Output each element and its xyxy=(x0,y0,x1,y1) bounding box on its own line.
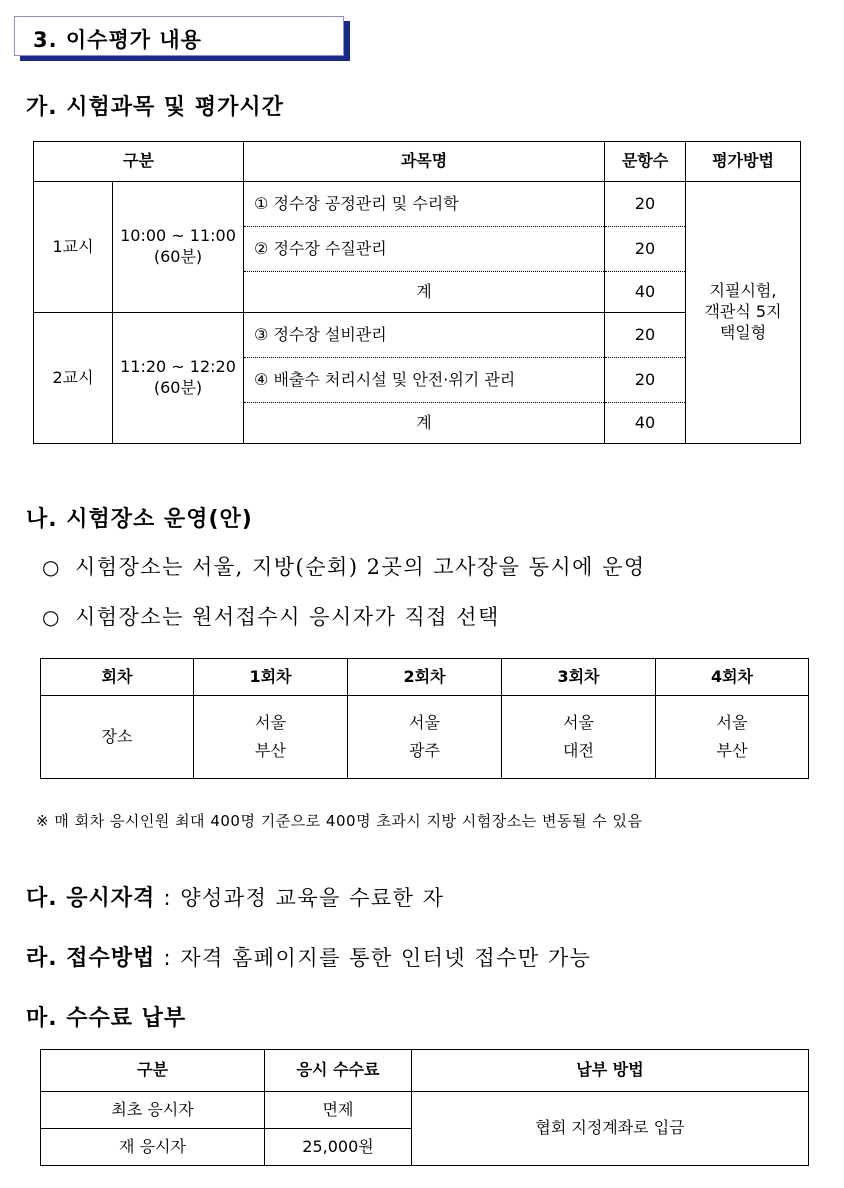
fee-header-fee: 응시 수수료 xyxy=(265,1050,412,1092)
fee-heading: 마. 수수료 납부 xyxy=(26,1006,187,1031)
venue-cell xyxy=(348,696,502,779)
session1-total: 40 xyxy=(605,272,686,313)
venue-city: 서울 xyxy=(563,713,594,732)
venue-bullet xyxy=(42,601,500,631)
method-line2: 객관식 5지 xyxy=(704,302,782,322)
eligibility-sep: : xyxy=(155,886,181,910)
venue-header-round: 회차 xyxy=(41,659,194,696)
header-method: 평가방법 xyxy=(686,142,801,182)
venue-cell xyxy=(194,696,348,779)
evaluation-method xyxy=(686,182,801,444)
section-header xyxy=(14,16,344,56)
application-text: 자격 홈페이지를 통한 인터넷 접수만 가능 xyxy=(180,946,592,970)
session2-duration: (60분) xyxy=(153,378,203,397)
fee-table xyxy=(40,1049,809,1166)
subject-count: 20 xyxy=(605,182,686,227)
method-line1: 지필시험, xyxy=(709,281,777,301)
session1-time xyxy=(113,182,244,313)
session1-time-range: 10:00 ~ 11:00 xyxy=(120,226,236,246)
venue-note: ※ 매 회차 응시인원 최대 400명 기준으로 400명 초과시 지방 시험장소는 변동될 수 있음 xyxy=(36,812,643,830)
subject-count: 20 xyxy=(605,227,686,272)
exam-venue-heading: 나. 시험장소 운영(안) xyxy=(26,507,253,532)
exam-subjects-heading: 가. 시험과목 및 평가시간 xyxy=(26,95,284,120)
venue-city: 부산 xyxy=(716,741,748,760)
venue-row-label: 장소 xyxy=(41,696,194,779)
venue-cell xyxy=(656,696,809,779)
method-line3: 택일형 xyxy=(719,322,767,342)
venue-header-1: 1회차 xyxy=(194,659,348,696)
venue-city: 서울 xyxy=(255,713,286,732)
session1-total-label: 계 xyxy=(244,272,605,313)
session1-label: 1교시 xyxy=(34,182,113,313)
bullet-mark: ○ xyxy=(42,605,61,629)
subject-count: 20 xyxy=(605,313,686,358)
session2-label: 2교시 xyxy=(34,313,113,444)
subject-count: 20 xyxy=(605,358,686,403)
venue-city: 서울 xyxy=(716,713,748,732)
venue-city: 광주 xyxy=(409,741,440,760)
bullet-mark: ○ xyxy=(42,555,61,579)
session1-duration: (60분) xyxy=(153,247,203,266)
bullet-text: 시험장소는 원서접수시 응시자가 직접 선택 xyxy=(74,605,500,629)
fee-header-method: 납부 방법 xyxy=(412,1050,809,1092)
venue-header-4: 4회차 xyxy=(656,659,809,696)
session2-total-label: 계 xyxy=(244,403,605,444)
eligibility-label: 다. 응시자격 xyxy=(26,886,156,911)
subject-row: ③ 정수장 설비관리 xyxy=(244,313,605,358)
application-label: 라. 접수방법 xyxy=(26,946,156,971)
exam-subjects-table xyxy=(33,141,801,444)
fee-payment-method: 협회 지정계좌로 입금 xyxy=(412,1092,809,1166)
header-subject: 과목명 xyxy=(244,142,605,182)
application-sep: : xyxy=(155,946,181,970)
fee-row-amount: 면제 xyxy=(265,1092,412,1129)
fee-row-amount: 25,000원 xyxy=(265,1129,412,1166)
header-division: 구분 xyxy=(34,142,244,182)
subject-row: ② 정수장 수질관리 xyxy=(244,227,605,272)
venue-city: 서울 xyxy=(409,713,440,732)
fee-row-type: 최초 응시자 xyxy=(41,1092,265,1129)
session2-time xyxy=(113,313,244,444)
session2-time-range: 11:20 ~ 12:20 xyxy=(120,357,236,377)
venue-header-2: 2회차 xyxy=(348,659,502,696)
fee-row-type: 재 응시자 xyxy=(41,1129,265,1166)
header-count: 문항수 xyxy=(605,142,686,182)
exam-venue-table xyxy=(40,658,809,779)
session2-total: 40 xyxy=(605,403,686,444)
venue-header-3: 3회차 xyxy=(502,659,656,696)
venue-city: 대전 xyxy=(563,741,594,760)
section-title: 3. 이수평가 내용 xyxy=(33,28,202,52)
subject-row: ④ 배출수 처리시설 및 안전·위기 관리 xyxy=(244,358,605,403)
bullet-text: 시험장소는 서울, 지방(순회) 2곳의 고사장을 동시에 운영 xyxy=(74,555,646,579)
fee-header-division: 구분 xyxy=(41,1050,265,1092)
venue-bullet xyxy=(42,551,646,581)
venue-cell xyxy=(502,696,656,779)
subject-row: ① 정수장 공정관리 및 수리학 xyxy=(244,182,605,227)
eligibility-text: 양성과정 교육을 수료한 자 xyxy=(180,886,445,910)
venue-city: 부산 xyxy=(255,741,286,760)
eligibility-line xyxy=(26,881,444,912)
application-line xyxy=(26,941,591,972)
